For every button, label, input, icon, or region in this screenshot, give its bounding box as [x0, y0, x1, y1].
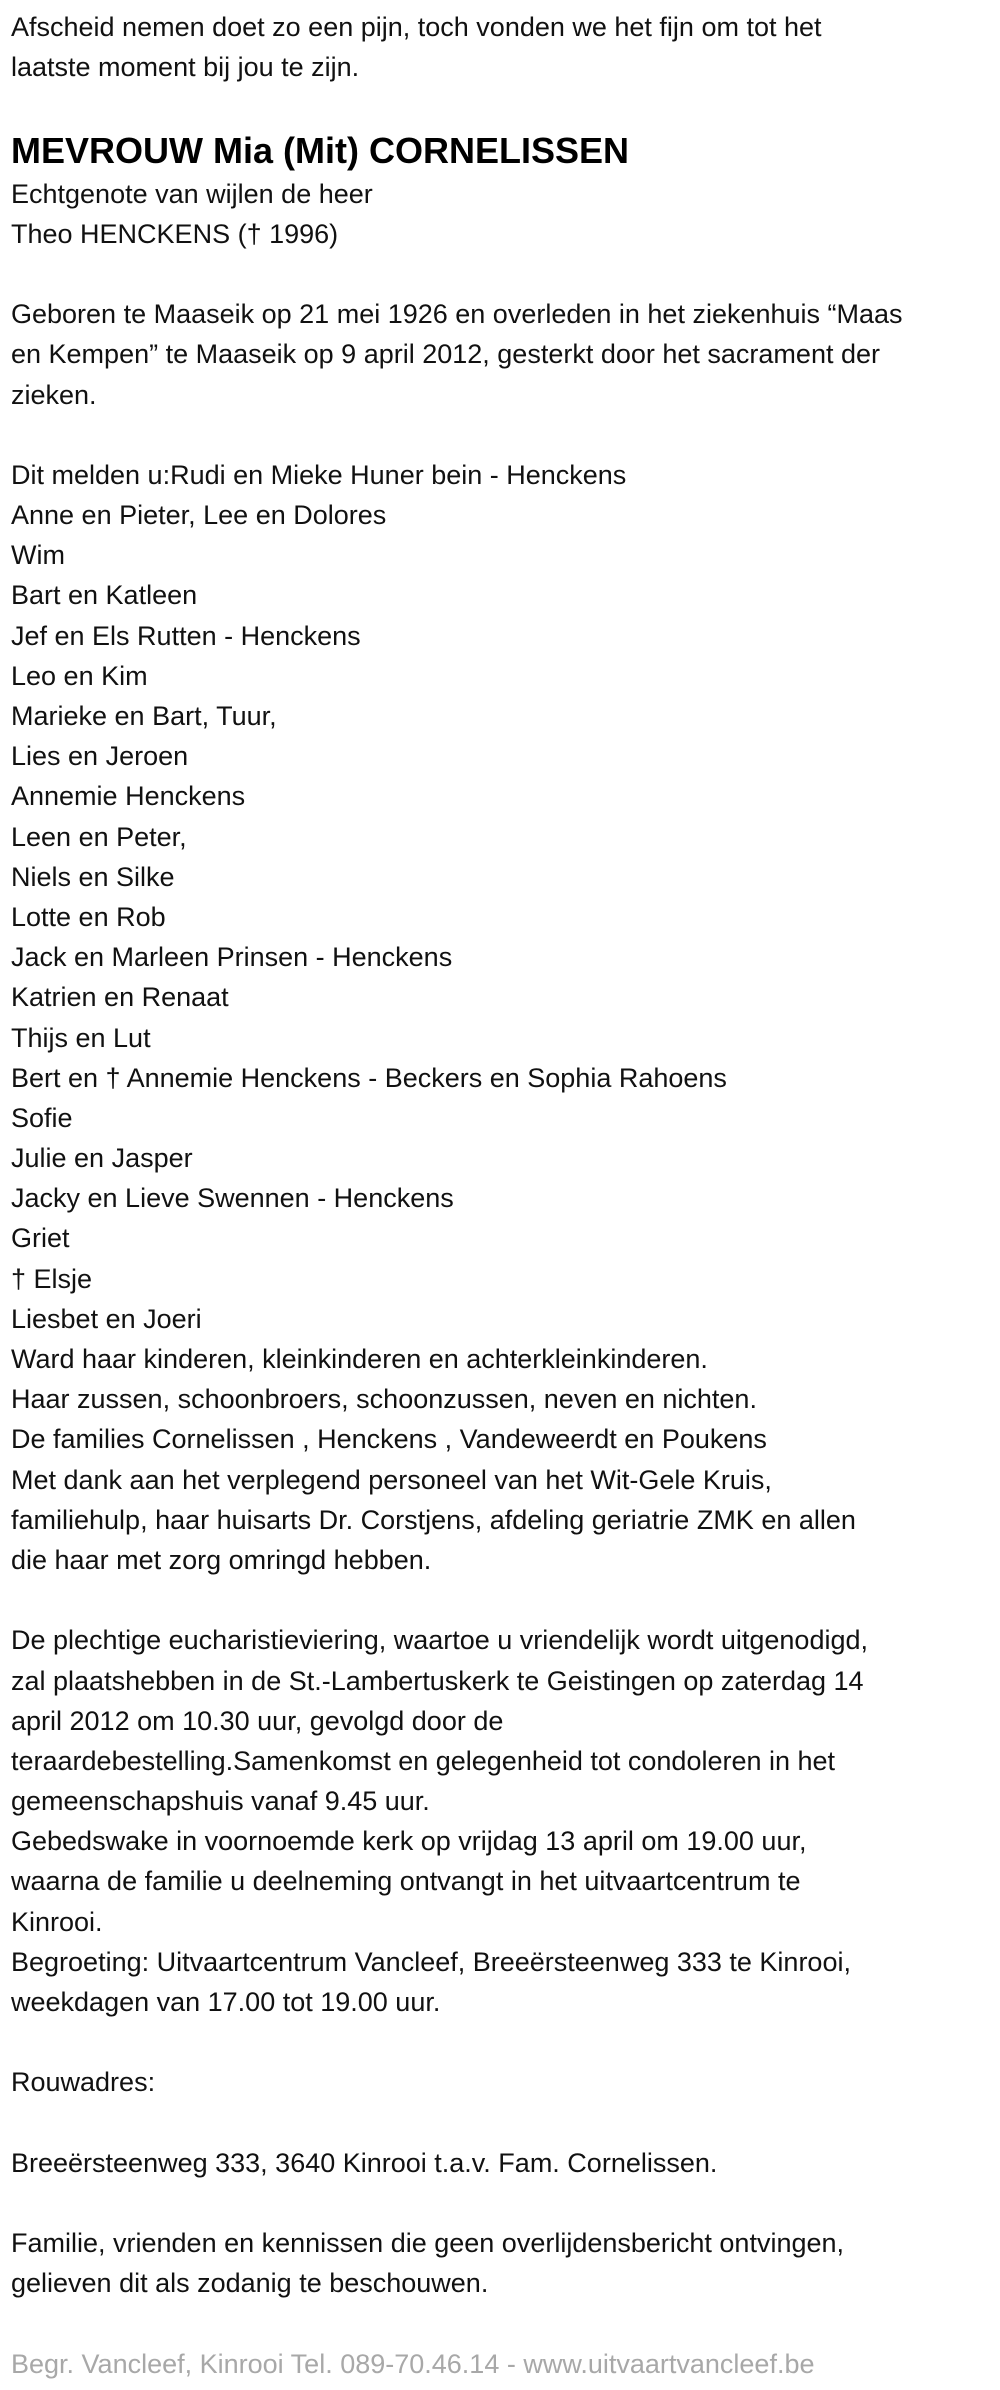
blank-line [11, 2304, 1000, 2344]
text-line: teraardebestelling.Samenkomst en gelegenheid tot condoleren in het [11, 1745, 836, 1776]
text-line: Haar zussen, schoonbroers, schoonzussen, neven en nichten. [11, 1384, 757, 1415]
text-line: Sofie [11, 1102, 73, 1133]
motto-line: Afscheid nemen doet zo een pijn, toch vonden we het fijn om tot het [11, 12, 822, 42]
text-line: Dit melden u:Rudi en Mieke Huner bein - Henckens [11, 459, 627, 490]
text-line: Wim [11, 540, 65, 571]
text-line: april 2012 om 10.30 uur, gevolgd door de [11, 1705, 504, 1736]
text-line: Bert en † Annemie Henckens - Beckers en Sophia Rahoens [11, 1062, 727, 1093]
text-line: Jacky en Lieve Swennen - Henckens [11, 1183, 454, 1214]
text-line: Begroeting: Uitvaartcentrum Vancleef, Breeërsteenweg 333 te Kinrooi, [11, 1946, 851, 1977]
text-line: De plechtige eucharistieviering, waartoe u vriendelijk wordt uitgenodigd, [11, 1625, 868, 1656]
deceased-name-title: MEVROUW Mia (Mit) CORNELISSEN [11, 129, 629, 171]
blank-line [11, 415, 1000, 455]
text-line: Griet [11, 1223, 70, 1254]
text-line: Leen en Peter, [11, 821, 187, 852]
text-line: Liesbet en Joeri [11, 1303, 202, 1334]
obituary-document [11, 7, 1000, 2384]
blank-line [11, 254, 1000, 294]
text-line: Bart en Katleen [11, 580, 198, 611]
text-line: † Elsje [11, 1263, 93, 1294]
text-line: Marieke en Bart, Tuur, [11, 701, 277, 731]
text-line: Kinrooi. [11, 1906, 103, 1937]
text-line: Geboren te Maaseik op 21 mei 1926 en overleden in het ziekenhuis “Maas [11, 299, 903, 330]
blank-line [11, 1580, 1000, 1620]
text-line: Met dank aan het verplegend personeel van het Wit-Gele Kruis, [11, 1464, 772, 1495]
text-line: Theo HENCKENS († 1996) [11, 218, 339, 249]
text-line: Leo en Kim [11, 660, 148, 691]
blank-line [11, 2183, 1000, 2223]
text-line: Niels en Silke [11, 861, 175, 892]
blank-line [11, 2103, 1000, 2143]
text-line: zal plaatshebben in de St.-Lambertuskerk te Geistingen op zaterdag 14 [11, 1665, 864, 1696]
text-line: Familie, vrienden en kennissen die geen overlijdensbericht ontvingen, [11, 2228, 845, 2259]
text-line: Jef en Els Rutten - Henckens [11, 620, 361, 651]
text-line: Lies en Jeroen [11, 741, 189, 772]
text-line: De families Cornelissen , Henckens , Vandeweerdt en Poukens [11, 1424, 767, 1455]
motto-line: laatste moment bij jou te zijn. [11, 52, 360, 83]
text-line: Gebedswake in voornoemde kerk op vrijdag 13 april om 19.00 uur, [11, 1826, 807, 1857]
text-line: Annemie Henckens [11, 781, 246, 812]
text-line: gelieven dit als zodanig te beschouwen. [11, 2268, 489, 2299]
text-line: waarna de familie u deelneming ontvangt in het uitvaartcentrum te [11, 1866, 801, 1897]
blank-line [11, 87, 1000, 127]
text-line: gemeenschapshuis vanaf 9.45 uur. [11, 1786, 430, 1817]
text-line: Jack en Marleen Prinsen - Henckens [11, 942, 453, 973]
text-line: weekdagen van 17.00 tot 19.00 uur. [11, 1987, 441, 2017]
blank-line [11, 2022, 1000, 2062]
text-line: Julie en Jasper [11, 1143, 193, 1174]
text-line: familiehulp, haar huisarts Dr. Corstjens, afdeling geriatrie ZMK en allen [11, 1504, 856, 1535]
text-line: zieken. [11, 379, 97, 410]
funeral-home-footer: Begr. Vancleef, Kinrooi Tel. 089-70.46.14 - www.uitvaartvancleef.be [11, 2348, 815, 2379]
text-line: Katrien en Renaat [11, 982, 229, 1013]
text-line: Lotte en Rob [11, 901, 166, 932]
text-line: Ward haar kinderen, kleinkinderen en achterkleinkinderen. [11, 1344, 708, 1374]
text-line: Breeërsteenweg 333, 3640 Kinrooi t.a.v. Fam. Cornelissen. [11, 2147, 718, 2178]
text-line: Thijs en Lut [11, 1022, 151, 1053]
text-line: die haar met zorg omringd hebben. [11, 1544, 432, 1575]
text-line: Rouwadres: [11, 2067, 156, 2098]
text-line: en Kempen” te Maaseik op 9 april 2012, gesterkt door het sacrament der [11, 339, 880, 370]
text-line: Echtgenote van wijlen de heer [11, 178, 373, 209]
text-line: Anne en Pieter, Lee en Dolores [11, 500, 387, 531]
